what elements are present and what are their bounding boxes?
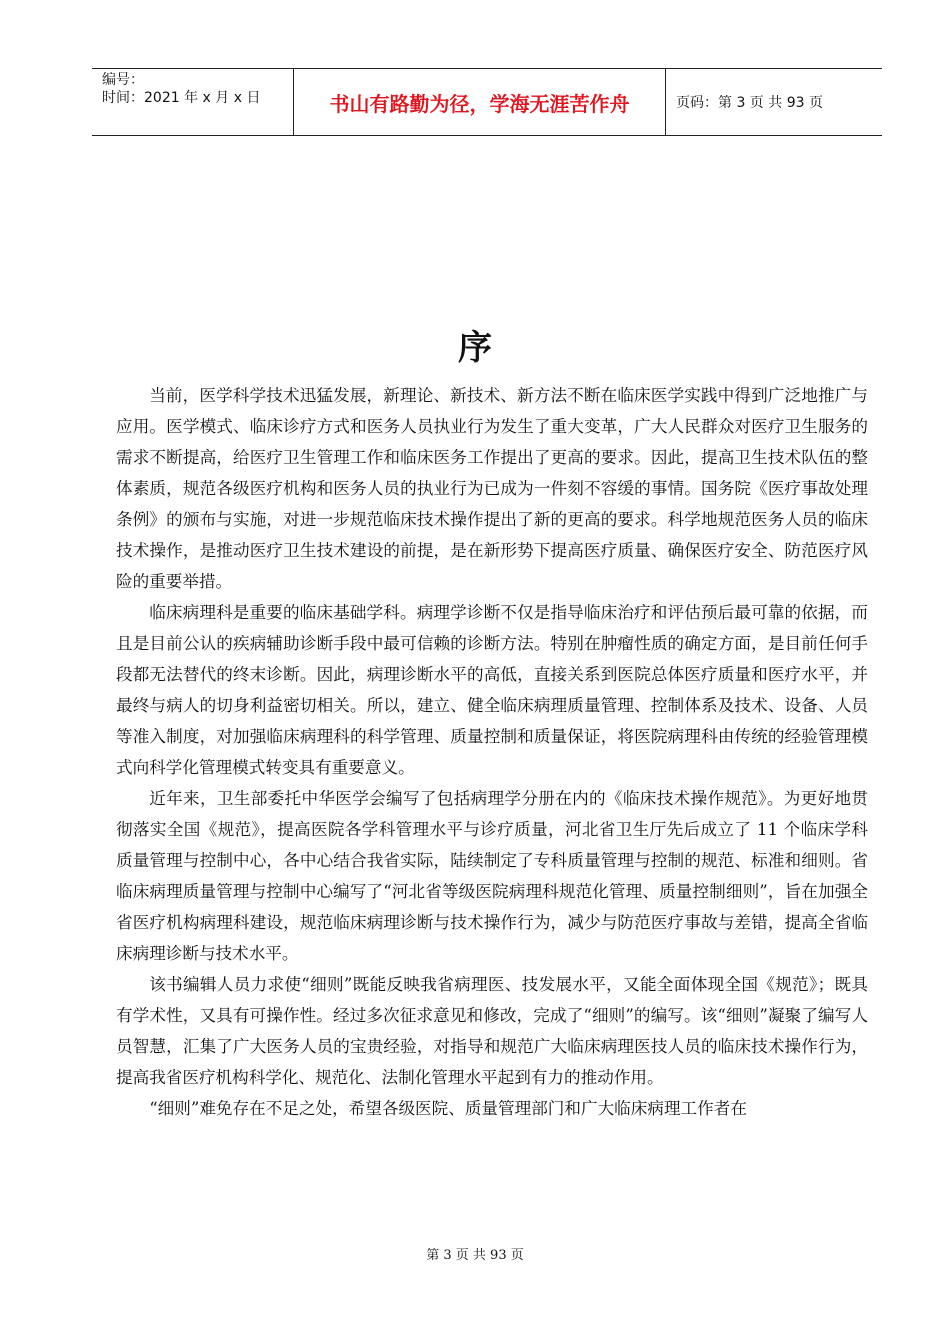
paragraph: 近年来，卫生部委托中华医学会编写了包括病理学分册在内的《临床技术操作规范》。为更好地贯彻落实全国《规范》，提高医院各学科管理水平与诊疗质量，河北省卫生厅先后成立了 11 个临床学科质量管理与控制中心，各中心结合我省实际，陆续制定了专科质量管理与控制的规范、标准和细则。省临床病理质量管理与控制中心编写了“河北省等级医院病理科规范化管理、质量控制细则”，旨在加强全省医疗机构病理科建设，规范临床病理诊断与技术操作行为，减少与防范医疗事故与差错，提高全省临床病理诊断与技术水平。 (116, 789, 868, 963)
paragraph: 当前，医学科学技术迅猛发展，新理论、新技术、新方法不断在临床医学实践中得到广泛地推广与应用。医学模式、临床诊疗方式和医务人员执业行为发生了重大变革，广大人民群众对医疗卫生服务的需求不断提高，给医疗卫生管理工作和临床医务工作提出了更高的要求。因此，提高卫生技术队伍的整体素质，规范各级医疗机构和医务人员的执业行为已成为一件刻不容缓的事情。国务院《医疗事故处理条例》的颁布与实施，对进一步规范临床技术操作提出了新的更高的要求。科学地规范医务人员的临床技术操作，是推动医疗卫生技术建设的前提，是在新形势下提高医疗质量、确保医疗安全、防范医疗风险的重要举措。 (116, 386, 868, 591)
page-footer: 第 3 页 共 93 页 (426, 1248, 524, 1263)
header-page-cell (666, 69, 882, 135)
paragraph: “细则”难免存在不足之处，希望各级医院、质量管理部门和广大临床病理工作者在 (149, 1099, 747, 1118)
header-page-info: 页码：第 3 页 共 93 页 (676, 95, 823, 111)
header-meta-cell (92, 69, 294, 135)
header-motto-cell (294, 69, 666, 135)
preface-body (116, 380, 868, 1124)
document-time-label: 时间：2021 年 x 月 x 日 (102, 90, 261, 106)
paragraph: 该书编辑人员力求使“细则”既能反映我省病理医、技发展水平，又能全面体现全国《规范》；既具有学术性，又具有可操作性。经过多次征求意见和修改，完成了“细则”的编写。该“细则”凝聚了编写人员智慧，汇集了广大医务人员的宝贵经验，对指导和规范广大临床病理医技人员的临床技术操作行为，提高我省医疗机构科学化、规范化、法制化管理水平起到有力的推动作用。 (116, 975, 868, 1087)
header-motto: 书山有路勤为径，学海无涯苦作舟 (329, 91, 630, 116)
page-title: 序 (458, 328, 492, 368)
paragraph: 临床病理科是重要的临床基础学科。病理学诊断不仅是指导临床治疗和评估预后最可靠的依据，而且是目前公认的疾病辅助诊断手段中最可信赖的诊断方法。特别在肿瘤性质的确定方面，是目前任何手段都无法替代的终末诊断。因此，病理诊断水平的高低，直接关系到医院总体医疗质量和医疗水平，并最终与病人的切身利益密切相关。所以，建立、健全临床病理质量管理、控制体系及技术、设备、人员等准入制度，对加强临床病理科的科学管理、质量控制和质量保证，将医院病理科由传统的经验管理模式向科学化管理模式转变具有重要意义。 (116, 603, 868, 777)
document-number-label: 编号： (102, 72, 144, 88)
page-header (92, 68, 882, 136)
